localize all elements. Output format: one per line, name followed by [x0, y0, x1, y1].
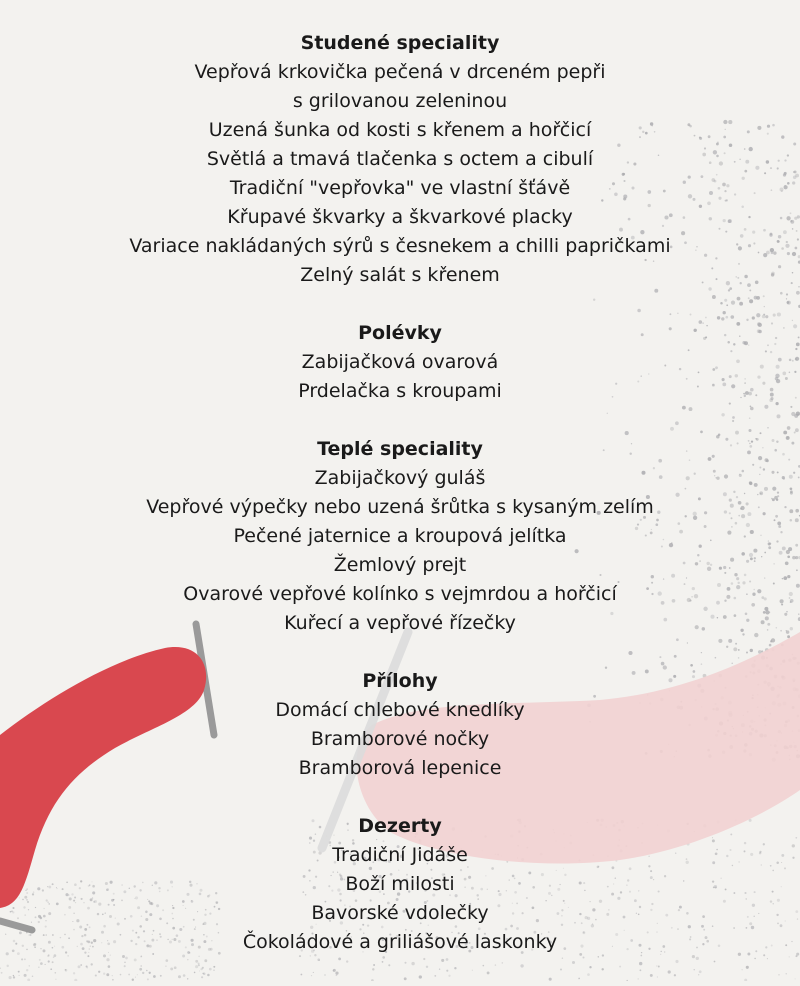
menu-item: Vepřová krkovička pečená v drceném pepři [194, 61, 606, 83]
menu-item: Bavorské vdolečky [311, 902, 489, 924]
menu-item: Domácí chlebové knedlíky [275, 699, 525, 721]
menu-item: Prdelačka s kroupami [298, 380, 502, 402]
section-title: Dezerty [358, 815, 442, 837]
section-title: Studené speciality [300, 32, 500, 54]
menu-section [0, 812, 800, 957]
menu-item: Tradiční Jidáše [332, 844, 468, 866]
menu-section [0, 319, 800, 406]
menu-item: Kuřecí a vepřové řízečky [284, 612, 516, 634]
menu-section [0, 667, 800, 783]
menu-item: Vepřové výpečky nebo uzená šrůtka s kysaným zelím [146, 496, 654, 518]
menu-item: Variace nakládaných sýrů s česnekem a chilli papričkami [129, 235, 671, 257]
menu-item: Boží milosti [345, 873, 455, 895]
menu-item: Žemlový prejt [333, 554, 467, 576]
menu-item: Uzená šunka od kosti s křenem a hořčicí [208, 119, 592, 141]
menu-item: Zabijačkový guláš [314, 467, 486, 489]
section-title: Přílohy [362, 670, 438, 692]
menu-item: Bramborové nočky [310, 728, 490, 750]
menu-section [0, 29, 800, 290]
menu-item: Pečené jaternice a kroupová jelítka [233, 525, 567, 547]
section-title: Polévky [358, 322, 442, 344]
menu-section [0, 435, 800, 638]
section-title: Teplé speciality [317, 438, 483, 460]
menu-item: Zabijačková ovarová [301, 351, 499, 373]
menu-item: Čokoládové a griliášové laskonky [242, 931, 558, 953]
menu-item: Světlá a tmavá tlačenka s octem a cibulí [206, 148, 594, 170]
menu-item: Tradiční "vepřovka" ve vlastní šťávě [229, 177, 571, 199]
menu-item: s grilovanou zeleninou [292, 90, 508, 112]
menu-list [0, 29, 800, 986]
menu-item: Bramborová lepenice [298, 757, 502, 779]
menu-item: Křupavé škvarky a škvarkové placky [227, 206, 573, 228]
menu-item: Ovarové vepřové kolínko s vejmrdou a hořčicí [183, 583, 617, 605]
menu-item: Zelný salát s křenem [300, 264, 500, 286]
